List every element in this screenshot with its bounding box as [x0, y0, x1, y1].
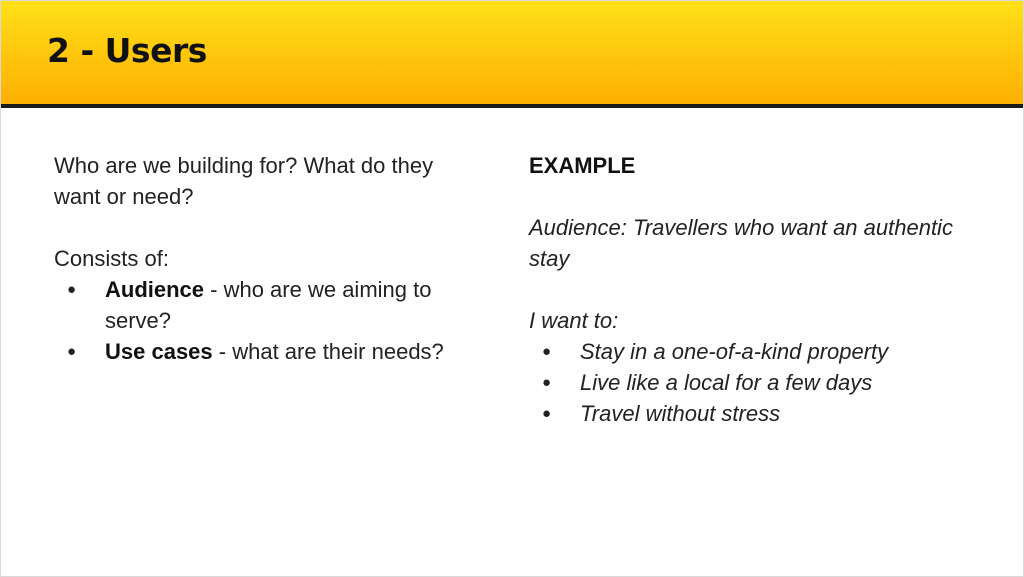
title-banner: [1, 1, 1023, 108]
list-item-audience: [54, 274, 474, 336]
spacer: [54, 212, 474, 243]
list-item: [529, 398, 969, 429]
audience-example: Audience: Travellers who want an authentic stay: [529, 215, 953, 271]
item-description: - what are their needs?: [212, 339, 444, 364]
list-item: [529, 367, 969, 398]
list-item-use-cases: [54, 336, 474, 367]
item-term: Audience: [105, 277, 205, 302]
item-text: Stay in a one-of-a-kind property: [580, 339, 889, 364]
right-column: [529, 150, 969, 429]
bullet-icon: ●: [67, 343, 77, 360]
consists-label: Consists of:: [54, 246, 169, 271]
intro-text: Who are we building for? What do they want or need?: [54, 153, 434, 209]
bullet-icon: ●: [542, 343, 552, 360]
consists-list: [54, 274, 474, 367]
item-term: Use cases: [105, 339, 213, 364]
item-text: Live like a local for a few days: [580, 370, 873, 395]
want-list: [529, 336, 969, 429]
spacer: [529, 274, 969, 305]
example-heading: EXAMPLE: [529, 153, 636, 178]
bullet-icon: ●: [542, 405, 552, 422]
slide-title: 2 - Users: [47, 31, 207, 70]
item-description: - who are we aiming to serve?: [105, 277, 432, 333]
want-label: I want to:: [529, 308, 619, 333]
bullet-icon: ●: [542, 374, 552, 391]
item-text: Travel without stress: [580, 401, 781, 426]
list-item: [529, 336, 969, 367]
spacer: [529, 181, 969, 212]
left-column: [54, 150, 474, 367]
bullet-icon: ●: [67, 281, 77, 298]
